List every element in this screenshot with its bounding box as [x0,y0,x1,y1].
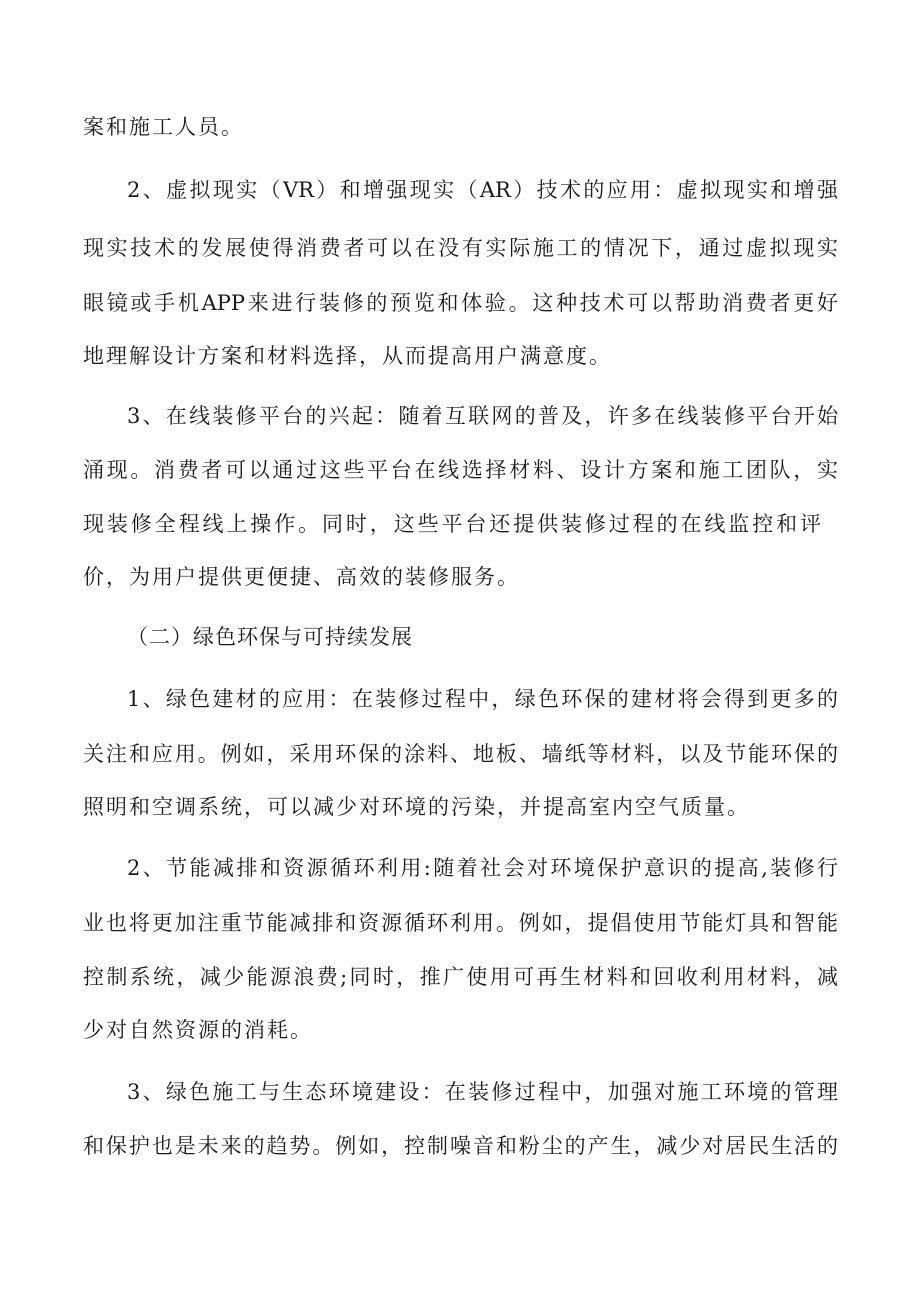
paragraph-online-platform-line-1: 3、在线装修平台的兴起：随着互联网的普及，许多在线装修平台开始 [127,404,838,428]
paragraph-green-construction-line-2: 和保护也是未来的趋势。例如，控制噪音和粉尘的产生，减少对居民生活的 [83,1134,838,1158]
paragraph-online-platform-line-4: 价，为用户提供更便捷、高效的装修服务。 [83,565,520,589]
paragraph-green-materials-line-1: 1、绿色建材的应用：在装修过程中，绿色环保的建材将会得到更多的 [127,687,838,711]
paragraph-energy-saving-line-3: 控制系统，减少能源浪费;同时，推广使用可再生材料和回收利用材料，减 [83,965,838,989]
paragraph-green-construction-line-1: 3、绿色施工与生态环境建设：在装修过程中，加强对施工环境的管理 [127,1080,838,1104]
paragraph-vr-ar-line-4: 地理解设计方案和材料选择，从而提高用户满意度。 [83,344,612,368]
paragraph-energy-saving-line-1: 2、节能减排和资源循环利用:随着社会对环境保护意识的提高,装修行 [127,856,838,880]
paragraph-energy-saving-line-2: 业也将更加注重节能减排和资源循环利用。例如，提倡使用节能灯具和智能 [83,911,838,935]
paragraph-online-platform-line-3: 现装修全程线上操作。同时，这些平台还提供装修过程的在线监控和评 [83,512,824,536]
paragraph-vr-ar-line-2: 现实技术的发展使得消费者可以在没有实际施工的情况下，通过虚拟现实 [83,236,838,260]
paragraph-online-platform-line-2: 涌现。消费者可以通过这些平台在线选择材料、设计方案和施工团队，实 [83,458,838,482]
paragraph-green-materials-line-2: 关注和应用。例如，采用环保的涂料、地板、墙纸等材料，以及节能环保的 [83,742,838,766]
section-heading: （二）绿色环保与可持续发展 [127,625,413,649]
paragraph-energy-saving-line-4: 少对自然资源的消耗。 [83,1018,313,1042]
paragraph-vr-ar-line-3: 眼镜或手机APP来进行装修的预览和体验。这种技术可以帮助消费者更好 [83,291,838,315]
text-line-1: 案和施工人员。 [83,115,244,139]
paragraph-vr-ar-line-1: 2、虚拟现实（VR）和增强现实（AR）技术的应用：虚拟现实和增强 [127,178,838,202]
paragraph-green-materials-line-3: 照明和空调系统，可以减少对环境的污染，并提高室内空气质量。 [83,795,750,819]
